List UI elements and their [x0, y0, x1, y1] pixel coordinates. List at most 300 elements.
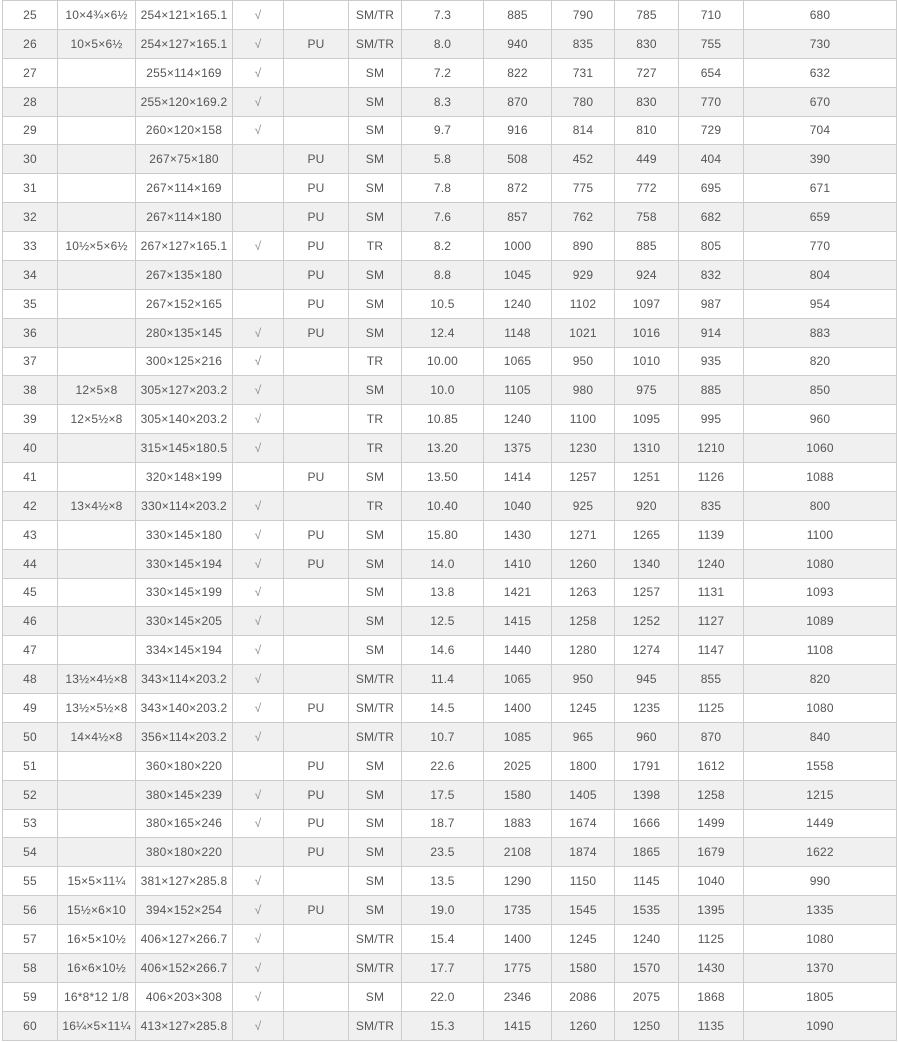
value-2-cell: 1280 [552, 636, 615, 665]
size-mm-cell: 305×127×203.2 [136, 376, 233, 405]
type-cell: SM [349, 809, 402, 838]
size-mm-cell: 330×114×203.2 [136, 491, 233, 520]
value-1-cell: 1065 [484, 347, 552, 376]
check-cell: √ [233, 318, 284, 347]
row-number-cell: 36 [3, 318, 58, 347]
pu-cell [284, 116, 349, 145]
row-number-cell: 41 [3, 463, 58, 492]
weight-cell: 8.8 [402, 260, 484, 289]
check-cell: √ [233, 578, 284, 607]
spec-table [2, 0, 897, 1041]
size-mm-cell: 300×125×216 [136, 347, 233, 376]
table-row [3, 665, 897, 694]
table-row [3, 289, 897, 318]
type-cell: SM [349, 318, 402, 347]
value-5-cell: 1335 [744, 896, 897, 925]
table-row [3, 434, 897, 463]
weight-cell: 7.2 [402, 58, 484, 87]
table-row [3, 376, 897, 405]
type-cell: SM/TR [349, 29, 402, 58]
value-3-cell: 1016 [615, 318, 679, 347]
value-5-cell: 1080 [744, 925, 897, 954]
value-4-cell: 1147 [679, 636, 744, 665]
row-number-cell: 32 [3, 203, 58, 232]
value-1-cell: 1414 [484, 463, 552, 492]
table-row [3, 174, 897, 203]
weight-cell: 14.5 [402, 694, 484, 723]
value-2-cell: 950 [552, 347, 615, 376]
row-number-cell: 25 [3, 1, 58, 30]
row-number-cell: 60 [3, 1011, 58, 1040]
value-1-cell: 2108 [484, 838, 552, 867]
value-3-cell: 1250 [615, 1011, 679, 1040]
weight-cell: 17.5 [402, 780, 484, 809]
value-3-cell: 1398 [615, 780, 679, 809]
size-mm-cell: 406×152×266.7 [136, 953, 233, 982]
value-2-cell: 1258 [552, 607, 615, 636]
table-row [3, 318, 897, 347]
value-1-cell: 1240 [484, 289, 552, 318]
value-1-cell: 1421 [484, 578, 552, 607]
value-4-cell: 1125 [679, 925, 744, 954]
value-2-cell: 780 [552, 87, 615, 116]
table-row [3, 953, 897, 982]
value-4-cell: 995 [679, 405, 744, 434]
type-cell: SM/TR [349, 925, 402, 954]
value-5-cell: 1093 [744, 578, 897, 607]
value-2-cell: 835 [552, 29, 615, 58]
pu-cell: PU [284, 289, 349, 318]
check-cell: √ [233, 607, 284, 636]
type-cell: TR [349, 405, 402, 434]
check-cell [233, 174, 284, 203]
table-row [3, 578, 897, 607]
table-row [3, 1, 897, 30]
value-4-cell: 1126 [679, 463, 744, 492]
type-cell: TR [349, 491, 402, 520]
pu-cell: PU [284, 780, 349, 809]
size-inch-cell [58, 289, 136, 318]
pu-cell: PU [284, 838, 349, 867]
weight-cell: 13.5 [402, 867, 484, 896]
value-2-cell: 814 [552, 116, 615, 145]
value-4-cell: 1868 [679, 982, 744, 1011]
type-cell: SM/TR [349, 694, 402, 723]
pu-cell [284, 434, 349, 463]
value-4-cell: 1258 [679, 780, 744, 809]
value-4-cell: 935 [679, 347, 744, 376]
value-2-cell: 1230 [552, 434, 615, 463]
size-mm-cell: 280×135×145 [136, 318, 233, 347]
pu-cell [284, 867, 349, 896]
row-number-cell: 57 [3, 925, 58, 954]
pu-cell [284, 982, 349, 1011]
check-cell: √ [233, 722, 284, 751]
value-4-cell: 404 [679, 145, 744, 174]
value-3-cell: 1240 [615, 925, 679, 954]
type-cell: SM [349, 376, 402, 405]
row-number-cell: 44 [3, 549, 58, 578]
pu-cell: PU [284, 145, 349, 174]
size-inch-cell: 10×5×6½ [58, 29, 136, 58]
row-number-cell: 29 [3, 116, 58, 145]
value-1-cell: 857 [484, 203, 552, 232]
table-row [3, 751, 897, 780]
value-4-cell: 1499 [679, 809, 744, 838]
size-inch-cell: 16×5×10½ [58, 925, 136, 954]
table-row [3, 722, 897, 751]
weight-cell: 23.5 [402, 838, 484, 867]
table-row [3, 347, 897, 376]
size-inch-cell [58, 809, 136, 838]
check-cell [233, 289, 284, 318]
row-number-cell: 45 [3, 578, 58, 607]
size-inch-cell [58, 463, 136, 492]
check-cell: √ [233, 116, 284, 145]
row-number-cell: 53 [3, 809, 58, 838]
weight-cell: 13.50 [402, 463, 484, 492]
check-cell: √ [233, 953, 284, 982]
value-1-cell: 940 [484, 29, 552, 58]
value-1-cell: 1410 [484, 549, 552, 578]
value-4-cell: 1430 [679, 953, 744, 982]
weight-cell: 10.85 [402, 405, 484, 434]
value-1-cell: 1430 [484, 520, 552, 549]
type-cell: SM/TR [349, 665, 402, 694]
size-mm-cell: 305×140×203.2 [136, 405, 233, 434]
table-row [3, 116, 897, 145]
value-1-cell: 1400 [484, 694, 552, 723]
size-mm-cell: 380×145×239 [136, 780, 233, 809]
value-2-cell: 1021 [552, 318, 615, 347]
value-2-cell: 762 [552, 203, 615, 232]
value-3-cell: 1310 [615, 434, 679, 463]
row-number-cell: 31 [3, 174, 58, 203]
value-5-cell: 1805 [744, 982, 897, 1011]
type-cell: TR [349, 434, 402, 463]
pu-cell: PU [284, 232, 349, 261]
value-4-cell: 695 [679, 174, 744, 203]
size-mm-cell: 380×180×220 [136, 838, 233, 867]
pu-cell [284, 722, 349, 751]
value-1-cell: 2346 [484, 982, 552, 1011]
value-3-cell: 1010 [615, 347, 679, 376]
value-1-cell: 1400 [484, 925, 552, 954]
value-4-cell: 1679 [679, 838, 744, 867]
table-row [3, 520, 897, 549]
size-inch-cell [58, 87, 136, 116]
value-2-cell: 1260 [552, 1011, 615, 1040]
weight-cell: 10.5 [402, 289, 484, 318]
check-cell: √ [233, 376, 284, 405]
size-inch-cell: 16×6×10½ [58, 953, 136, 982]
size-inch-cell: 13×4½×8 [58, 491, 136, 520]
value-4-cell: 1135 [679, 1011, 744, 1040]
check-cell: √ [233, 347, 284, 376]
value-3-cell: 1251 [615, 463, 679, 492]
check-cell: √ [233, 1011, 284, 1040]
type-cell: SM [349, 58, 402, 87]
value-2-cell: 1245 [552, 925, 615, 954]
value-4-cell: 755 [679, 29, 744, 58]
weight-cell: 8.3 [402, 87, 484, 116]
value-3-cell: 975 [615, 376, 679, 405]
value-2-cell: 890 [552, 232, 615, 261]
value-2-cell: 1674 [552, 809, 615, 838]
value-4-cell: 987 [679, 289, 744, 318]
value-2-cell: 790 [552, 1, 615, 30]
value-2-cell: 980 [552, 376, 615, 405]
value-4-cell: 855 [679, 665, 744, 694]
value-2-cell: 1260 [552, 549, 615, 578]
pu-cell [284, 1, 349, 30]
size-inch-cell [58, 607, 136, 636]
check-cell: √ [233, 896, 284, 925]
value-5-cell: 1622 [744, 838, 897, 867]
size-inch-cell [58, 520, 136, 549]
size-inch-cell [58, 203, 136, 232]
type-cell: TR [349, 347, 402, 376]
value-5-cell: 960 [744, 405, 897, 434]
value-4-cell: 805 [679, 232, 744, 261]
value-3-cell: 810 [615, 116, 679, 145]
value-3-cell: 945 [615, 665, 679, 694]
weight-cell: 8.0 [402, 29, 484, 58]
weight-cell: 10.00 [402, 347, 484, 376]
row-number-cell: 49 [3, 694, 58, 723]
pu-cell [284, 491, 349, 520]
row-number-cell: 40 [3, 434, 58, 463]
value-3-cell: 920 [615, 491, 679, 520]
pu-cell: PU [284, 463, 349, 492]
weight-cell: 12.5 [402, 607, 484, 636]
weight-cell: 7.8 [402, 174, 484, 203]
row-number-cell: 55 [3, 867, 58, 896]
pu-cell [284, 58, 349, 87]
value-1-cell: 1735 [484, 896, 552, 925]
value-3-cell: 924 [615, 260, 679, 289]
row-number-cell: 34 [3, 260, 58, 289]
row-number-cell: 35 [3, 289, 58, 318]
table-row [3, 145, 897, 174]
size-mm-cell: 394×152×254 [136, 896, 233, 925]
type-cell: SM [349, 87, 402, 116]
row-number-cell: 38 [3, 376, 58, 405]
size-inch-cell [58, 260, 136, 289]
type-cell: SM [349, 463, 402, 492]
pu-cell: PU [284, 260, 349, 289]
table-row [3, 549, 897, 578]
value-5-cell: 1089 [744, 607, 897, 636]
value-3-cell: 785 [615, 1, 679, 30]
table-row [3, 491, 897, 520]
value-4-cell: 1131 [679, 578, 744, 607]
value-5-cell: 1215 [744, 780, 897, 809]
value-1-cell: 1440 [484, 636, 552, 665]
size-inch-cell [58, 636, 136, 665]
value-1-cell: 1375 [484, 434, 552, 463]
size-mm-cell: 315×145×180.5 [136, 434, 233, 463]
check-cell: √ [233, 232, 284, 261]
size-inch-cell: 16¼×5×11¼ [58, 1011, 136, 1040]
table-row [3, 867, 897, 896]
value-5-cell: 850 [744, 376, 897, 405]
table-row [3, 896, 897, 925]
check-cell: √ [233, 636, 284, 665]
value-3-cell: 758 [615, 203, 679, 232]
value-3-cell: 885 [615, 232, 679, 261]
value-2-cell: 950 [552, 665, 615, 694]
check-cell [233, 260, 284, 289]
check-cell: √ [233, 867, 284, 896]
row-number-cell: 54 [3, 838, 58, 867]
value-1-cell: 872 [484, 174, 552, 203]
value-2-cell: 1545 [552, 896, 615, 925]
size-mm-cell: 360×180×220 [136, 751, 233, 780]
row-number-cell: 43 [3, 520, 58, 549]
size-inch-cell [58, 780, 136, 809]
value-4-cell: 1139 [679, 520, 744, 549]
value-1-cell: 1775 [484, 953, 552, 982]
weight-cell: 19.0 [402, 896, 484, 925]
row-number-cell: 59 [3, 982, 58, 1011]
table-row [3, 87, 897, 116]
value-3-cell: 1666 [615, 809, 679, 838]
value-4-cell: 770 [679, 87, 744, 116]
row-number-cell: 33 [3, 232, 58, 261]
table-row [3, 463, 897, 492]
check-cell: √ [233, 809, 284, 838]
weight-cell: 13.8 [402, 578, 484, 607]
weight-cell: 10.7 [402, 722, 484, 751]
table-row [3, 260, 897, 289]
size-mm-cell: 254×127×165.1 [136, 29, 233, 58]
value-5-cell: 671 [744, 174, 897, 203]
value-5-cell: 670 [744, 87, 897, 116]
pu-cell [284, 87, 349, 116]
size-inch-cell: 13½×4½×8 [58, 665, 136, 694]
value-3-cell: 1274 [615, 636, 679, 665]
value-5-cell: 840 [744, 722, 897, 751]
value-4-cell: 870 [679, 722, 744, 751]
pu-cell [284, 376, 349, 405]
size-mm-cell: 267×114×169 [136, 174, 233, 203]
value-4-cell: 1210 [679, 434, 744, 463]
size-inch-cell: 12×5×8 [58, 376, 136, 405]
size-mm-cell: 267×75×180 [136, 145, 233, 174]
value-5-cell: 1108 [744, 636, 897, 665]
value-2-cell: 775 [552, 174, 615, 203]
check-cell: √ [233, 780, 284, 809]
value-2-cell: 1257 [552, 463, 615, 492]
check-cell [233, 145, 284, 174]
pu-cell [284, 953, 349, 982]
value-5-cell: 730 [744, 29, 897, 58]
weight-cell: 14.6 [402, 636, 484, 665]
value-1-cell: 1883 [484, 809, 552, 838]
type-cell: SM [349, 867, 402, 896]
type-cell: SM [349, 607, 402, 636]
type-cell: SM [349, 260, 402, 289]
size-inch-cell [58, 318, 136, 347]
weight-cell: 17.7 [402, 953, 484, 982]
row-number-cell: 28 [3, 87, 58, 116]
value-1-cell: 1148 [484, 318, 552, 347]
value-2-cell: 1150 [552, 867, 615, 896]
type-cell: SM [349, 174, 402, 203]
size-inch-cell: 14×4½×8 [58, 722, 136, 751]
value-5-cell: 659 [744, 203, 897, 232]
size-mm-cell: 267×135×180 [136, 260, 233, 289]
size-inch-cell [58, 751, 136, 780]
size-mm-cell: 381×127×285.8 [136, 867, 233, 896]
value-1-cell: 1000 [484, 232, 552, 261]
weight-cell: 7.6 [402, 203, 484, 232]
value-4-cell: 885 [679, 376, 744, 405]
value-1-cell: 1415 [484, 1011, 552, 1040]
pu-cell [284, 1011, 349, 1040]
size-inch-cell [58, 347, 136, 376]
value-5-cell: 990 [744, 867, 897, 896]
table-row [3, 809, 897, 838]
value-1-cell: 1085 [484, 722, 552, 751]
check-cell: √ [233, 87, 284, 116]
row-number-cell: 42 [3, 491, 58, 520]
table-row [3, 780, 897, 809]
value-1-cell: 870 [484, 87, 552, 116]
value-3-cell: 727 [615, 58, 679, 87]
value-5-cell: 820 [744, 665, 897, 694]
value-3-cell: 1570 [615, 953, 679, 982]
weight-cell: 15.80 [402, 520, 484, 549]
value-4-cell: 710 [679, 1, 744, 30]
value-4-cell: 1612 [679, 751, 744, 780]
value-2-cell: 1580 [552, 953, 615, 982]
value-2-cell: 731 [552, 58, 615, 87]
size-mm-cell: 406×203×308 [136, 982, 233, 1011]
value-3-cell: 1145 [615, 867, 679, 896]
value-2-cell: 1800 [552, 751, 615, 780]
size-mm-cell: 380×165×246 [136, 809, 233, 838]
size-inch-cell [58, 116, 136, 145]
table-row [3, 925, 897, 954]
value-3-cell: 1252 [615, 607, 679, 636]
table-row [3, 232, 897, 261]
check-cell [233, 751, 284, 780]
table-row [3, 203, 897, 232]
weight-cell: 15.3 [402, 1011, 484, 1040]
row-number-cell: 48 [3, 665, 58, 694]
row-number-cell: 50 [3, 722, 58, 751]
check-cell: √ [233, 982, 284, 1011]
size-mm-cell: 330×145×194 [136, 549, 233, 578]
value-5-cell: 770 [744, 232, 897, 261]
value-5-cell: 390 [744, 145, 897, 174]
check-cell: √ [233, 491, 284, 520]
weight-cell: 5.8 [402, 145, 484, 174]
weight-cell: 10.40 [402, 491, 484, 520]
value-2-cell: 1271 [552, 520, 615, 549]
check-cell [233, 838, 284, 867]
value-1-cell: 1415 [484, 607, 552, 636]
value-3-cell: 830 [615, 29, 679, 58]
table-row [3, 29, 897, 58]
size-inch-cell [58, 578, 136, 607]
size-mm-cell: 260×120×158 [136, 116, 233, 145]
value-1-cell: 1290 [484, 867, 552, 896]
value-3-cell: 1340 [615, 549, 679, 578]
value-1-cell: 885 [484, 1, 552, 30]
